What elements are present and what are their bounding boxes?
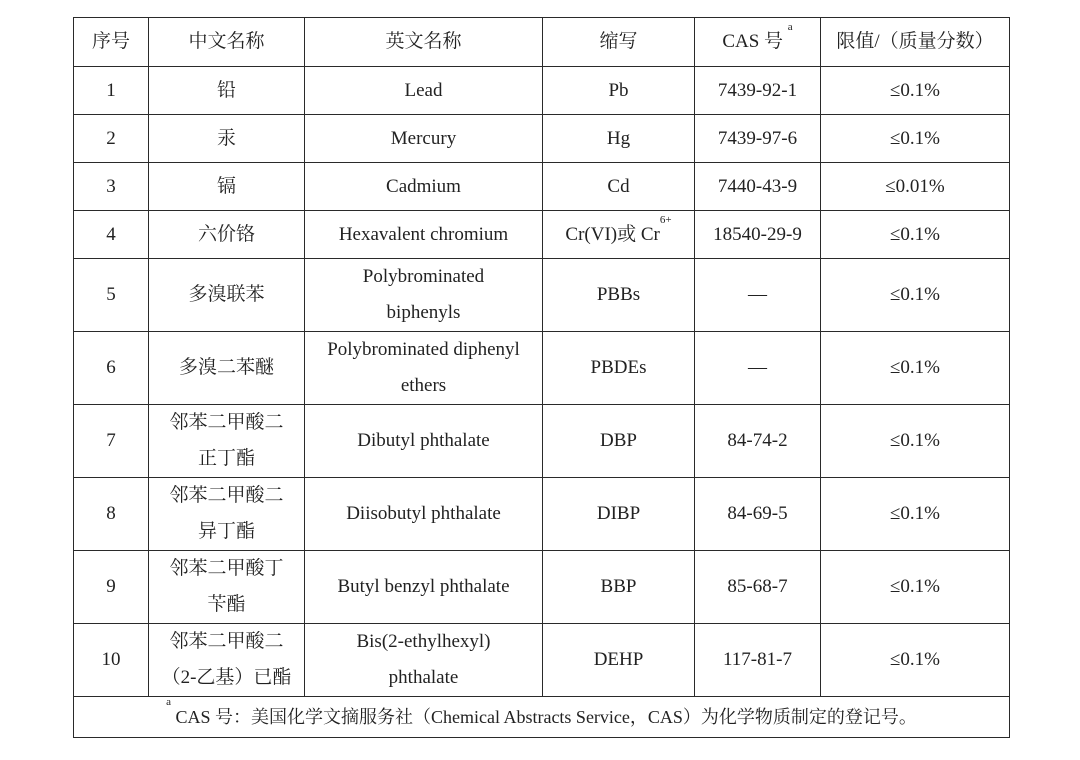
cell-no: 9 <box>74 551 149 624</box>
cell-abbr: DEHP <box>543 624 695 697</box>
cell-abbr: Hg <box>543 115 695 163</box>
cell-cn-name <box>149 478 305 551</box>
cell-en-name <box>305 332 543 405</box>
cell-abbr: PBBs <box>543 259 695 332</box>
cell-cn-name: 多溴联苯 <box>149 259 305 332</box>
cell-cn-line1: 邻苯二甲酸二 <box>169 631 284 652</box>
cell-en-line1: Polybrominated diphenyl <box>327 339 520 360</box>
cell-cas: 117-81-7 <box>695 624 821 697</box>
cell-cn-name: 多溴二苯醚 <box>149 332 305 405</box>
cell-abbr-superscript: 6+ <box>659 213 672 226</box>
cell-cn-name: 六价铬 <box>149 211 305 259</box>
cell-cas: 84-69-5 <box>695 478 821 551</box>
cell-cn-line1: 邻苯二甲酸丁 <box>169 558 284 579</box>
cell-cn-name: 镉 <box>149 163 305 211</box>
cell-no: 10 <box>74 624 149 697</box>
cell-abbr: Cd <box>543 163 695 211</box>
header-row <box>74 18 1010 67</box>
cell-limit: ≤0.1% <box>821 211 1010 259</box>
cell-cn-name <box>149 624 305 697</box>
table-row <box>74 67 1010 115</box>
cell-limit: ≤0.1% <box>821 332 1010 405</box>
cell-no: 6 <box>74 332 149 405</box>
cell-abbr: PBDEs <box>543 332 695 405</box>
cell-limit: ≤0.1% <box>821 259 1010 332</box>
cell-cn-line2: 异丁酯 <box>197 521 255 542</box>
cell-cn-line1: 邻苯二甲酸二 <box>169 485 284 506</box>
table-row <box>74 405 1010 478</box>
cell-limit: ≤0.1% <box>821 405 1010 478</box>
cell-limit: ≤0.1% <box>821 67 1010 115</box>
cell-cn-line2: （2-乙基）已酯 <box>161 667 292 688</box>
header-cas <box>695 18 821 67</box>
cell-cn-name: 铅 <box>149 67 305 115</box>
cell-en-name: Dibutyl phthalate <box>305 405 543 478</box>
cell-en-name: Butyl benzyl phthalate <box>305 551 543 624</box>
cell-limit: ≤0.1% <box>821 115 1010 163</box>
cell-cn-name <box>149 405 305 478</box>
cell-cas: — <box>695 332 821 405</box>
cell-cn-name: 汞 <box>149 115 305 163</box>
header-cas-footnote-mark: a <box>787 21 793 33</box>
cell-en-name: Diisobutyl phthalate <box>305 478 543 551</box>
cell-abbr: BBP <box>543 551 695 624</box>
cell-abbr <box>543 211 695 259</box>
cell-en-name <box>305 259 543 332</box>
table-row <box>74 624 1010 697</box>
header-limit: 限值/（质量分数） <box>821 18 1010 67</box>
cell-en-name: Cadmium <box>305 163 543 211</box>
table-row <box>74 478 1010 551</box>
table-row <box>74 163 1010 211</box>
cell-en-line1: Polybrominated <box>362 266 485 287</box>
cell-cas: 84-74-2 <box>695 405 821 478</box>
cell-en-name <box>305 624 543 697</box>
header-no: 序号 <box>74 18 149 67</box>
cell-cas: 7439-92-1 <box>695 67 821 115</box>
cell-limit: ≤0.1% <box>821 551 1010 624</box>
cell-en-line2: biphenyls <box>386 302 461 323</box>
cell-en-name: Hexavalent chromium <box>305 211 543 259</box>
cell-limit: ≤0.1% <box>821 478 1010 551</box>
cell-abbr: DBP <box>543 405 695 478</box>
header-cas-label: CAS 号 <box>722 31 784 52</box>
cell-abbr: DIBP <box>543 478 695 551</box>
cell-no: 5 <box>74 259 149 332</box>
cell-limit: ≤0.1% <box>821 624 1010 697</box>
cell-cn-name <box>149 551 305 624</box>
table-row <box>74 211 1010 259</box>
cell-cn-line2: 苄酯 <box>207 594 246 615</box>
table-row <box>74 115 1010 163</box>
cell-cn-line2: 正丁酯 <box>197 448 255 469</box>
cell-cas: 7440-43-9 <box>695 163 821 211</box>
footnote-row <box>74 697 1010 738</box>
cell-no: 8 <box>74 478 149 551</box>
cell-cas: 85-68-7 <box>695 551 821 624</box>
cell-abbr-text: Cr(VI)或 Cr <box>565 223 660 245</box>
footnote-mark: a <box>166 696 171 708</box>
table-row <box>74 551 1010 624</box>
substance-limit-table <box>73 17 1010 738</box>
cell-no: 4 <box>74 211 149 259</box>
cell-no: 3 <box>74 163 149 211</box>
cell-limit: ≤0.01% <box>821 163 1010 211</box>
cell-no: 1 <box>74 67 149 115</box>
cell-no: 2 <box>74 115 149 163</box>
cell-en-line2: phthalate <box>388 667 459 688</box>
cell-cn-line1: 邻苯二甲酸二 <box>169 412 284 433</box>
footnote <box>74 697 1010 738</box>
header-en-name: 英文名称 <box>305 18 543 67</box>
cell-en-line2: ethers <box>400 375 447 396</box>
table-row <box>74 259 1010 332</box>
cell-no: 7 <box>74 405 149 478</box>
header-abbr: 缩写 <box>543 18 695 67</box>
cell-cas: 18540-29-9 <box>695 211 821 259</box>
cell-en-name: Mercury <box>305 115 543 163</box>
table-row <box>74 332 1010 405</box>
cell-cas: — <box>695 259 821 332</box>
cell-cas: 7439-97-6 <box>695 115 821 163</box>
cell-en-line1: Bis(2-ethylhexyl) <box>356 631 491 652</box>
cell-en-name: Lead <box>305 67 543 115</box>
cell-abbr: Pb <box>543 67 695 115</box>
footnote-text: CAS 号：美国化学文摘服务社（Chemical Abstracts Service，CAS）为化学物质制定的登记号。 <box>175 707 917 727</box>
header-cn-name: 中文名称 <box>149 18 305 67</box>
